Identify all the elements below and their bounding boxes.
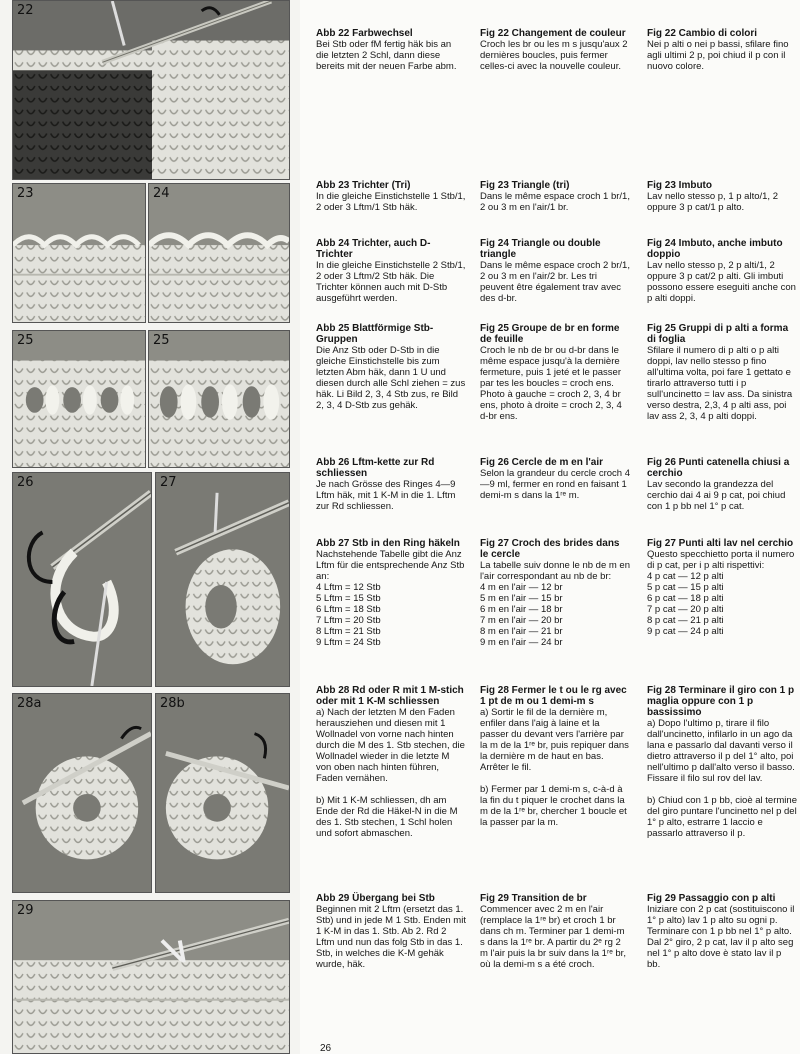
- figure-29-photo: [12, 900, 290, 1054]
- table-row: 4 p cat — 12 p alti: [647, 571, 724, 582]
- figure-label: 24: [153, 186, 170, 201]
- figure-28b-photo: [155, 693, 290, 893]
- figure-label: 23: [17, 186, 34, 201]
- paragraph: Dans le même espace croch 2 br/1, 2 ou 3 m en l'air/2 br. Les tri peuvent être également trav avec des d-br.: [480, 260, 630, 304]
- section-body: [647, 549, 797, 637]
- section-body: [647, 39, 797, 72]
- paragraph: Sfilare il numero di p alti o p alti doppi, lav nello stesso p fino all'ultima volta, poi fare 1 gettato e tirarlo attraverso tutti i p sull'uncinetto = lav ass. Da sinistra verso destra, 2,3, 4 p alti ass, poi lav ass 2, 3, 4 p alti doppi.: [647, 345, 793, 422]
- section-heading: Fig 24 Triangle ou double triangle: [480, 238, 601, 260]
- figure-22-photo: [12, 0, 290, 180]
- paragraph: Iniziare con 2 p cat (sostituiscono il 1° p alto) lav 1 p alto su ogni p. Terminare con 1 p bb nel 1° p alto. Dal 2° giro, 2 p cat, lav il p alto seg nel 1° p alto dove è stato lav il p bb.: [647, 904, 795, 970]
- figure-label: 22: [17, 3, 34, 18]
- german-section-22: [316, 28, 466, 72]
- section-heading: Fig 24 Imbuto, anche imbuto doppio: [647, 238, 783, 260]
- section-body: [316, 479, 466, 512]
- closing-round-needle-illustration: [13, 694, 151, 892]
- table-row: 6 Lftm = 18 Stb: [316, 604, 381, 615]
- stitches-in-ring-illustration: [156, 473, 289, 686]
- paragraph: La tabelle suiv donne le nb de m en l'air correspondant au nb de br:: [480, 560, 630, 582]
- section-heading: Fig 22 Changement de couleur: [480, 28, 626, 39]
- paragraph: In die gleiche Einstichstelle 1 Stb/1, 2 oder 3 Lftm/1 Stb häk.: [316, 191, 466, 213]
- section-heading: Fig 22 Cambio di colori: [647, 28, 758, 39]
- paragraph: Commencer avec 2 m en l'air (remplace la 1ʳᵉ br) et croch 1 br dans ch m. Terminer par 1 demi-m s dans la 1ʳᵉ br. A partir du 2ᵉ rg 2 m l'air puis la br suiv dans la 1ʳᵉ br, où la demi-m s a été croch.: [480, 904, 626, 970]
- table-row: 8 Lftm = 21 Stb: [316, 626, 381, 637]
- section-heading: Abb 26 Lftm-kette zur Rd schliessen: [316, 457, 435, 479]
- section-heading: Abb 27 Stb in den Ring häkeln: [316, 538, 460, 549]
- paragraph: Je nach Grösse des Ringes 4—9 Lftm häk, mit 1 K-M in die 1. Lftm zur Rd schliessen.: [316, 479, 456, 512]
- table-row: 4 m en l'air — 12 br: [480, 582, 563, 593]
- table-row: 8 m en l'air — 21 br: [480, 626, 563, 637]
- section-heading: Fig 28 Fermer le t ou le rg avec 1 pt de m ou 1 demi-m s: [480, 685, 627, 707]
- section-heading: Fig 26 Cercle de m en l'air: [480, 457, 603, 468]
- section-heading: Abb 22 Farbwechsel: [316, 28, 413, 39]
- table-row: 5 m en l'air — 15 br: [480, 593, 563, 604]
- table-row: 6 m en l'air — 18 br: [480, 604, 563, 615]
- section-heading: Fig 27 Punti alti lav nel cerchio: [647, 538, 794, 549]
- section-body: [316, 191, 466, 213]
- section-heading: Fig 25 Gruppi di p alti a forma di foglia: [647, 323, 789, 345]
- section-heading: Abb 24 Trichter, auch D-Trichter: [316, 238, 431, 260]
- paragraph: Dans le même espace croch 1 br/1, 2 ou 3 m en l'air/1 br.: [480, 191, 630, 213]
- table-row: 7 p cat — 20 p alti: [647, 604, 724, 615]
- photo-column: [0, 0, 300, 1054]
- italian-section-26: [647, 457, 797, 512]
- paragraph: Nachstehende Tabelle gibt die Anz Lftm für die entsprechende Anz Stb an:: [316, 549, 465, 582]
- section-body: [316, 39, 466, 72]
- italian-section-27: [647, 538, 797, 637]
- color-change-illustration: [13, 1, 289, 179]
- french-section-26: [480, 457, 630, 501]
- french-section-23: [480, 180, 630, 213]
- figure-label: 28a: [17, 696, 42, 711]
- section-heading: Fig 29 Transition de br: [480, 893, 587, 904]
- section-body: [480, 904, 630, 970]
- german-section-23: [316, 180, 466, 213]
- french-section-22: [480, 28, 630, 72]
- german-section-24: [316, 238, 466, 304]
- italian-section-23: [647, 180, 797, 213]
- section-heading: Fig 25 Groupe de br en forme de feuille: [480, 323, 620, 345]
- figure-label: 27: [160, 475, 177, 490]
- italian-section-28: [647, 685, 797, 839]
- paragraph: Croch le nb de br ou d-br dans le même espace jusqu'à la dernière fermeture, puis 1 jeté et le passer par tes les boucles = croch ens. Photo à gauche = croch 2, 3, 4 br ens, photo à droite = croch 2, 3, 4 d-br ens.: [480, 345, 622, 422]
- italian-section-22: [647, 28, 797, 72]
- section-heading: Fig 26 Punti catenella chiusi a cerchio: [647, 457, 790, 479]
- table-row: 9 m en l'air — 24 br: [480, 637, 563, 648]
- french-section-28: [480, 685, 630, 828]
- section-heading: Abb 23 Trichter (Tri): [316, 180, 411, 191]
- section-body: [480, 260, 630, 304]
- conversion-table: [480, 582, 630, 648]
- table-row: 6 p cat — 18 p alti: [647, 593, 724, 604]
- paragraph: Nei p alti o nei p bassi, sfilare fino agli ultimi 2 p, poi chiud il p con il nuovo colore.: [647, 39, 789, 72]
- figure-label: 25: [17, 333, 34, 348]
- paragraph: a) Nach der letzten M den Faden herausziehen und diesen mit 1 Wollnadel von vorne nach hinten durch die M des 1. Stb stechen, die Wollnadel wieder in die letzte M von oben nach hinten führen, Faden vernähen.: [316, 707, 465, 784]
- paragraph: b) Fermer par 1 demi-m s, c-à-d à la fin du t piquer le crochet dans la m de la 1ʳᵉ br, chercher 1 boucle et la passer par la m.: [480, 784, 627, 828]
- figure-28a-photo: [12, 693, 152, 893]
- paragraph: Bei Stb oder fM fertig häk bis an die letzten 2 Schl, dann diese bereits mit der neuen Farbe abm.: [316, 39, 457, 72]
- figure-26-photo: [12, 472, 152, 687]
- section-body: [647, 479, 797, 512]
- section-body: [316, 904, 466, 970]
- figure-25a-photo: [12, 330, 146, 468]
- table-row: 5 Lftm = 15 Stb: [316, 593, 381, 604]
- section-heading: Fig 23 Triangle (tri): [480, 180, 570, 191]
- german-section-26: [316, 457, 466, 512]
- figure-label: 29: [17, 903, 34, 918]
- paragraph: b) Chiud con 1 p bb, cioè al termine del giro puntare l'uncinetto nel p del 1° p alto, estrarre 1 laccio e passarlo attraverso il p.: [647, 795, 797, 839]
- french-section-25: [480, 323, 630, 422]
- section-body: [316, 549, 466, 648]
- section-body: [480, 707, 630, 828]
- table-row: 9 p cat — 24 p alti: [647, 626, 724, 637]
- section-body: [480, 39, 630, 72]
- section-body: [647, 260, 797, 304]
- section-body: [316, 260, 466, 304]
- section-body: [316, 345, 466, 411]
- german-section-29: [316, 893, 466, 970]
- table-row: 9 Lftm = 24 Stb: [316, 637, 381, 648]
- section-heading: Abb 29 Übergang bei Stb: [316, 893, 435, 904]
- section-heading: Abb 25 Blattförmige Stb-Gruppen: [316, 323, 434, 345]
- german-section-25: [316, 323, 466, 411]
- italian-section-24: [647, 238, 797, 304]
- table-row: 7 m en l'air — 20 br: [480, 615, 563, 626]
- paragraph: Questo specchietto porta il numero di p cat, per i p alti rispettivi:: [647, 549, 795, 571]
- german-section-28: [316, 685, 466, 839]
- paragraph: Selon la grandeur du cercle croch 4—9 ml, fermer en rond en faisant 1 demi-m s dans la 1ʳᵉ m.: [480, 468, 630, 501]
- figure-27-photo: [155, 472, 290, 687]
- paragraph: a) Dopo l'ultimo p, tirare il filo dall'uncinetto, infilarlo in un ago da lana e passarlo dal davanti verso il dietro attraverso il p del 1° alto, poi nell'ultimo p dall'alto verso il basso. Fissare il filo sul rov del lav.: [647, 718, 795, 784]
- figure-25b-photo: [148, 330, 290, 468]
- paragraph: Lav nello stesso p, 1 p alto/1, 2 oppure 3 p cat/1 p alto.: [647, 191, 778, 213]
- figure-label: 28b: [160, 696, 185, 711]
- section-body: [647, 718, 797, 839]
- paragraph: Croch les br ou les m s jusqu'aux 2 dernières boucles, puis fermer celles-ci avec la nouvelle couleur.: [480, 39, 628, 72]
- section-body: [647, 345, 797, 422]
- conversion-table: [647, 571, 797, 637]
- section-heading: Fig 28 Terminare il giro con 1 p maglia oppure con 1 p bassissimo: [647, 685, 795, 718]
- paragraph: In die gleiche Einstichstelle 2 Stb/1, 2 oder 3 Lftm/2 Stb häk. Die Trichter können auch mit D-Stb ausgeführt werden.: [316, 260, 466, 304]
- triangle-stitch-illustration: [13, 184, 145, 322]
- paragraph: Lav nello stesso p, 2 p alti/1, 2 oppure 3 p cat/2 p alti. Gli imbuti possono essere eseguiti anche con p alti doppi.: [647, 260, 796, 304]
- section-body: [480, 191, 630, 213]
- leaf-cluster-illustration: [13, 331, 145, 467]
- section-body: [647, 191, 797, 213]
- section-heading: Fig 29 Passaggio con p alti: [647, 893, 776, 904]
- paragraph: a) Sortir le fil de la dernière m, enfiler dans l'aig à laine et la passer du devant vers l'arrière par la m de la 1ʳᵉ br, puis repiquer dans la dernière m de haut en bas. Arrêter le fil.: [480, 707, 629, 773]
- page-number: 26: [320, 1043, 332, 1054]
- section-body: [480, 560, 630, 648]
- chain-ring-illustration: [13, 473, 151, 686]
- german-section-27: [316, 538, 466, 648]
- figure-24-photo: [148, 183, 290, 323]
- conversion-table: [316, 582, 466, 648]
- paragraph: b) Mit 1 K-M schliessen, dh am Ende der Rd die Häkel-N in die M des 1. Stb stechen, 1 Schl holen und sofort abmaschen.: [316, 795, 458, 839]
- table-row: 4 Lftm = 12 Stb: [316, 582, 381, 593]
- paragraph: Lav secondo la grandezza del cerchio dai 4 ai 9 p cat, poi chiud con 1 p bb nel 1° p cat.: [647, 479, 786, 512]
- paragraph: Beginnen mit 2 Lftm (ersetzt das 1. Stb) und in jede M 1 Stb. Enden mit 1 K-M in das 1. Stb. Ab 2. Rd 2 Lftm und nun das folg Stb in das 1. Stb, in welches die K-M gehäk wurde, häk.: [316, 904, 466, 970]
- paragraph: Die Anz Stb oder D-Stb in die gleiche Einstichstelle bis zum letzten Abm häk, dann 1 U und diesen durch alle Schl ziehen = zus häk. Li Bild 2, 3, 4 Stb zus, re Bild 2, 3, 4 D-Stb zus gehäk.: [316, 345, 466, 411]
- section-body: [480, 345, 630, 422]
- italian-section-29: [647, 893, 797, 970]
- table-row: 8 p cat — 21 p alti: [647, 615, 724, 626]
- leaf-cluster-double-illustration: [149, 331, 289, 467]
- double-triangle-illustration: [149, 184, 289, 322]
- italian-section-25: [647, 323, 797, 422]
- french-section-29: [480, 893, 630, 970]
- figure-label: 26: [17, 475, 34, 490]
- section-body: [647, 904, 797, 970]
- closing-round-slip-stitch-illustration: [156, 694, 289, 892]
- table-row: 7 Lftm = 20 Stb: [316, 615, 381, 626]
- section-body: [316, 707, 466, 839]
- french-section-27: [480, 538, 630, 648]
- section-heading: Fig 23 Imbuto: [647, 180, 712, 191]
- table-row: 5 p cat — 15 p alti: [647, 582, 724, 593]
- section-heading: Fig 27 Croch des brides dans le cercle: [480, 538, 620, 560]
- section-heading: Abb 28 Rd oder R mit 1 M-stich oder mit 1 K-M schliessen: [316, 685, 464, 707]
- figure-label: 25: [153, 333, 170, 348]
- transition-stitch-illustration: [13, 901, 289, 1053]
- figure-23-photo: [12, 183, 146, 323]
- french-section-24: [480, 238, 630, 304]
- section-body: [480, 468, 630, 501]
